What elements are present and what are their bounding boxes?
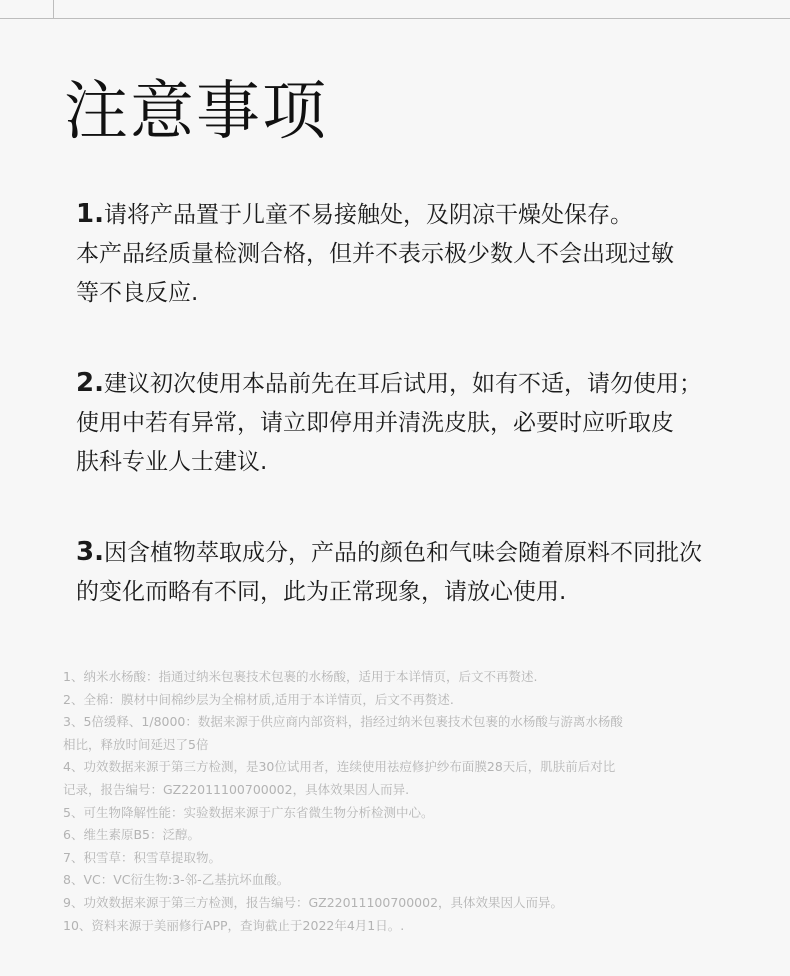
top-divider-line [0,18,790,19]
footnote-line: 3、5倍缓释、1/8000：数据来源于供应商内部资料，指经过纳米包裹技术包裹的水杨酸与游离水杨酸 [63,714,623,730]
footnote-line: 6、维生素原B5：泛醇。 [63,827,200,843]
page-title: 注意事项 [64,75,328,149]
footnote-line: 10、资料来源于美丽修行APP，查询截止于2022年4月1日。. [63,917,405,933]
footnote-line: 相比，释放时间延迟了5倍 [63,736,209,752]
top-divider-tick [53,0,54,18]
notice-number: 3. [76,537,104,567]
notice-line: 等不良反应. [76,280,199,306]
footnote-line: 1、纳米水杨酸：指通过纳米包裹技术包裹的水杨酸，适用于本详情页，后文不再赘述. [63,669,538,684]
footnote-line: 7、积雪草：积雪草提取物。 [63,849,221,865]
footnote-line: 记录，报告编号：GZ22011100700002，具体效果因人而异. [63,781,410,797]
notice-number: 1. [76,199,104,229]
notice-item-2 [76,364,756,482]
footnotes-list [63,666,723,937]
footnote-line: 4、功效数据来源于第三方检测，是30位试用者，连续使用祛痘修护纱布面膜28天后，肌肤前后对比 [63,759,616,775]
notice-line: 使用中若有异常，请立即停用并清洗皮肤，必要时应听取皮 [76,410,674,436]
notice-line: 因含植物萃取成分，产品的颜色和气味会随着原料不同批次 [103,540,702,566]
notice-item-1 [76,195,756,313]
notice-item-3 [76,533,756,612]
footnote-line: 8、VC：VC衍生物:3-邻-乙基抗坏血酸。 [63,872,290,888]
notice-line: 建议初次使用本品前先在耳后试用，如有不适，请勿使用； [103,371,702,397]
footnote-line: 2、全棉：膜材中间棉纱层为全棉材质,适用于本详情页，后文不再赘述. [63,691,454,707]
notice-line: 的变化而略有不同，此为正常现象，请放心使用. [76,579,567,605]
footnote-line: 5、可生物降解性能：实验数据来源于广东省微生物分析检测中心。 [63,804,434,820]
notice-line: 请将产品置于儿童不易接触处，及阴凉干燥处保存。 [103,202,633,228]
notice-line: 肤科专业人士建议. [76,449,268,475]
notice-line: 本产品经质量检测合格，但并不表示极少数人不会出现过敏 [76,241,674,267]
notice-number: 2. [76,368,104,398]
footnote-line: 9、功效数据来源于第三方检测，报告编号：GZ22011100700002，具体效果因人而异。 [63,894,564,910]
